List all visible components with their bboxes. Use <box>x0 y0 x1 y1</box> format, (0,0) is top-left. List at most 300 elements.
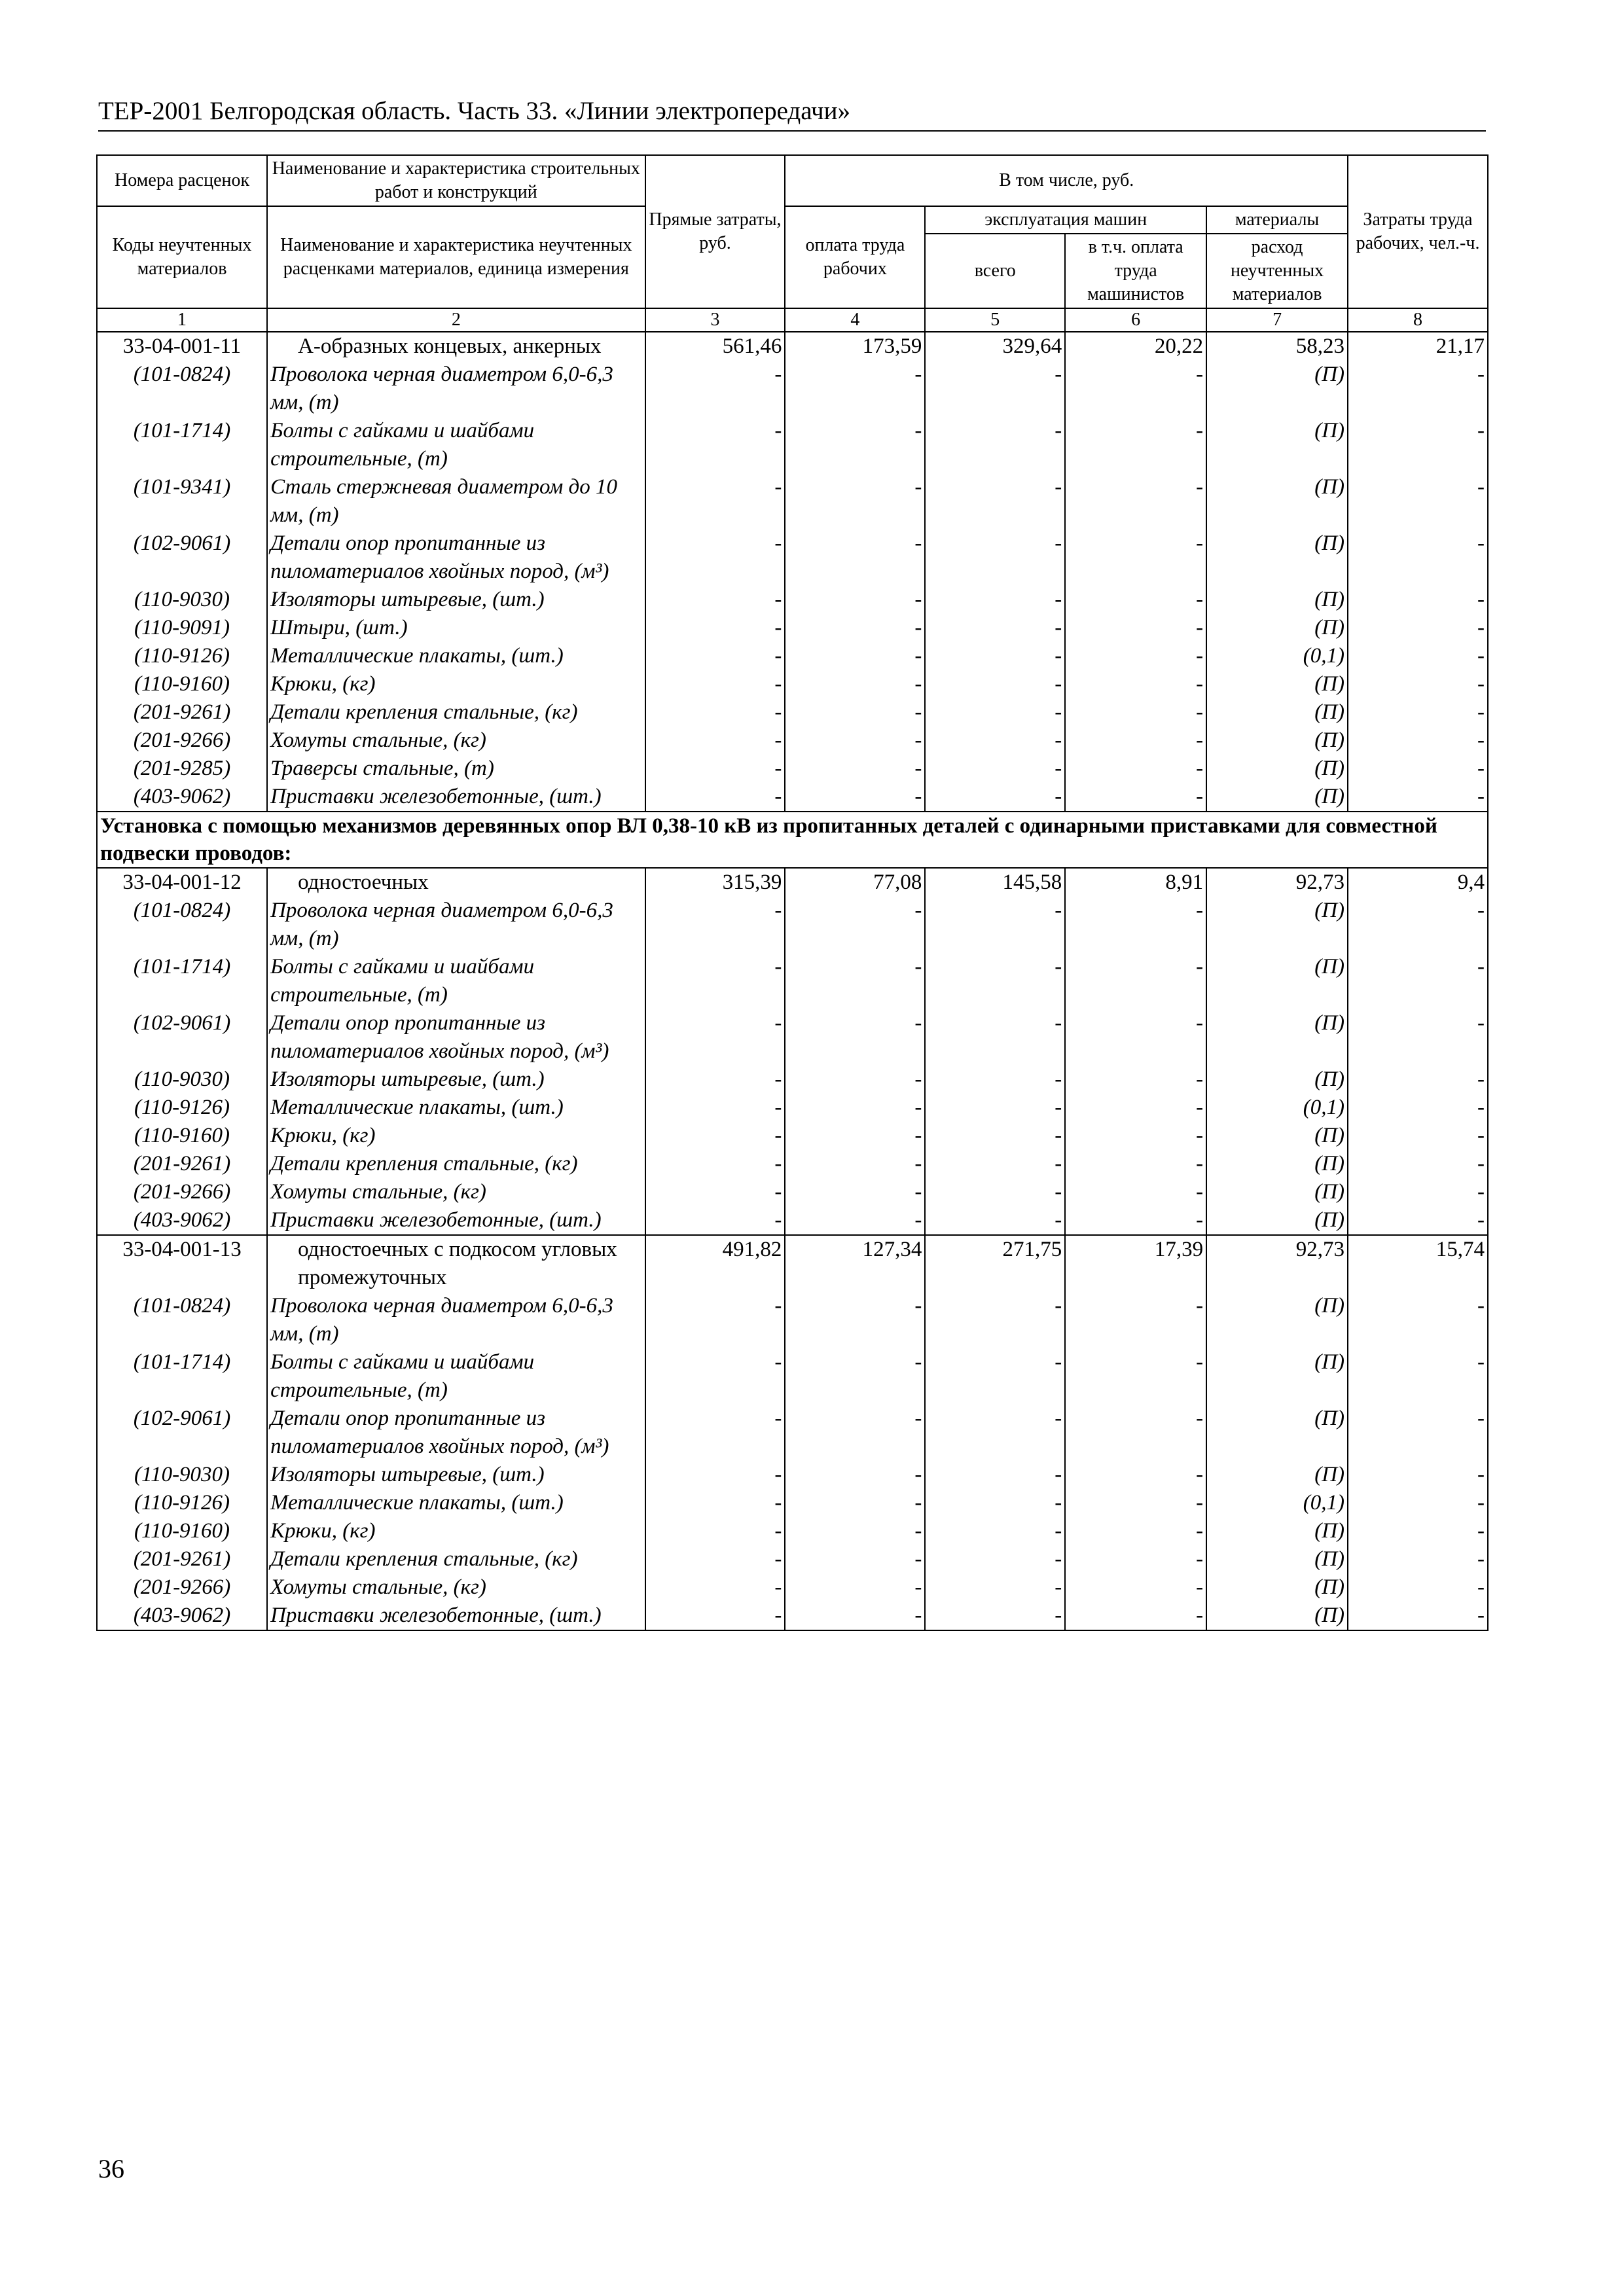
column-number: 6 <box>1065 308 1206 332</box>
worker-pay-dash: - <box>785 670 925 698</box>
header-labor-hours: Затраты труда рабочих, чел.-ч. <box>1348 155 1488 308</box>
worker-pay-dash: - <box>785 698 925 726</box>
labor-hours-dash: - <box>1348 642 1488 670</box>
material-name: Металлические плакаты, (шт.) <box>267 1489 645 1517</box>
worker-pay-dash: - <box>785 473 925 529</box>
material-code: (110-9030) <box>97 1066 267 1094</box>
machinist-pay: 20,22 <box>1065 332 1206 361</box>
machinist-pay-dash: - <box>1065 670 1206 698</box>
material-name: Детали крепления стальные, (кг) <box>267 698 645 726</box>
material-name: Болты с гайками и шайбами строительные, (т) <box>267 953 645 1009</box>
machinist-pay-dash: - <box>1065 726 1206 755</box>
labor-hours-dash: - <box>1348 1348 1488 1405</box>
machine-total-dash: - <box>925 1573 1065 1602</box>
table-header <box>97 155 1488 332</box>
material-consumption: (П) <box>1206 1292 1348 1348</box>
material-code: (201-9266) <box>97 1573 267 1602</box>
labor-hours-dash: - <box>1348 698 1488 726</box>
material-row <box>97 1122 1488 1150</box>
labor-hours: 21,17 <box>1348 332 1488 361</box>
section-title-row <box>97 812 1488 868</box>
direct-costs-dash: - <box>645 1292 785 1348</box>
material-code: (101-0824) <box>97 897 267 953</box>
labor-hours-dash: - <box>1348 1573 1488 1602</box>
material-code: (403-9062) <box>97 1602 267 1630</box>
material-code: (101-1714) <box>97 417 267 473</box>
material-consumption: (П) <box>1206 1348 1348 1405</box>
machinist-pay-dash: - <box>1065 642 1206 670</box>
material-row <box>97 670 1488 698</box>
material-row <box>97 1292 1488 1348</box>
material-name: Хомуты стальные, (кг) <box>267 1178 645 1206</box>
material-row <box>97 783 1488 812</box>
worker-pay-dash: - <box>785 953 925 1009</box>
column-number: 3 <box>645 308 785 332</box>
worker-pay-dash: - <box>785 1292 925 1348</box>
labor-hours-dash: - <box>1348 1461 1488 1489</box>
machine-total-dash: - <box>925 1489 1065 1517</box>
material-name: Крюки, (кг) <box>267 1122 645 1150</box>
material-code: (102-9061) <box>97 1009 267 1066</box>
machinist-pay-dash: - <box>1065 1405 1206 1461</box>
machinist-pay-dash: - <box>1065 698 1206 726</box>
rate-code: 33-04-001-13 <box>97 1235 267 1292</box>
worker-pay-dash: - <box>785 1405 925 1461</box>
machine-total: 145,58 <box>925 868 1065 897</box>
material-consumption: (П) <box>1206 1517 1348 1545</box>
material-name: Приставки железобетонные, (шт.) <box>267 1206 645 1235</box>
material-name: Хомуты стальные, (кг) <box>267 726 645 755</box>
table-body <box>97 332 1488 1630</box>
header-direct-costs: Прямые затраты, руб. <box>645 155 785 308</box>
machine-total-dash: - <box>925 473 1065 529</box>
worker-pay-dash: - <box>785 642 925 670</box>
direct-costs-dash: - <box>645 1573 785 1602</box>
worker-pay-dash: - <box>785 1545 925 1573</box>
material-row <box>97 1009 1488 1066</box>
machinist-pay-dash: - <box>1065 1178 1206 1206</box>
machinist-pay-dash: - <box>1065 1517 1206 1545</box>
material-row <box>97 1348 1488 1405</box>
direct-costs: 561,46 <box>645 332 785 361</box>
work-name: А-образных концевых, анкерных <box>267 332 645 361</box>
worker-pay-dash: - <box>785 1066 925 1094</box>
labor-hours-dash: - <box>1348 614 1488 642</box>
labor-hours-dash: - <box>1348 1489 1488 1517</box>
material-name: Проволока черная диаметром 6,0-6,3 мм, (т) <box>267 1292 645 1348</box>
material-consumption: (П) <box>1206 953 1348 1009</box>
machinist-pay-dash: - <box>1065 1066 1206 1094</box>
machinist-pay-dash: - <box>1065 417 1206 473</box>
machinist-pay-dash: - <box>1065 1545 1206 1573</box>
material-code: (201-9261) <box>97 1150 267 1178</box>
machine-total-dash: - <box>925 698 1065 726</box>
work-name: одностоечных с подкосом угловых промежуточных <box>267 1235 645 1292</box>
machine-total-dash: - <box>925 1206 1065 1235</box>
material-consumption: (П) <box>1206 361 1348 417</box>
worker-pay-dash: - <box>785 1602 925 1630</box>
direct-costs-dash: - <box>645 698 785 726</box>
material-consumption: (0,1) <box>1206 1489 1348 1517</box>
material-row <box>97 1206 1488 1235</box>
material-name: Детали опор пропитанные из пиломатериалов хвойных пород, (м³) <box>267 1009 645 1066</box>
worker-pay-dash: - <box>785 1094 925 1122</box>
machine-total-dash: - <box>925 1461 1065 1489</box>
material-name: Детали крепления стальные, (кг) <box>267 1150 645 1178</box>
machine-total-dash: - <box>925 1292 1065 1348</box>
material-consumption: (П) <box>1206 1150 1348 1178</box>
section-title: Установка с помощью механизмов деревянных опор ВЛ 0,38-10 кВ из пропитанных деталей с одинарными приставками для совместной подвески проводов: <box>97 812 1488 868</box>
worker-pay-dash: - <box>785 783 925 812</box>
labor-hours-dash: - <box>1348 529 1488 586</box>
direct-costs-dash: - <box>645 642 785 670</box>
machinist-pay-dash: - <box>1065 1602 1206 1630</box>
material-name: Детали опор пропитанные из пиломатериалов хвойных пород, (м³) <box>267 1405 645 1461</box>
machine-total-dash: - <box>925 1094 1065 1122</box>
machinist-pay-dash: - <box>1065 1461 1206 1489</box>
machinist-pay-dash: - <box>1065 1009 1206 1066</box>
machine-total-dash: - <box>925 1348 1065 1405</box>
material-row <box>97 614 1488 642</box>
material-consumption: (П) <box>1206 1545 1348 1573</box>
machinist-pay-dash: - <box>1065 614 1206 642</box>
machine-total-dash: - <box>925 783 1065 812</box>
labor-hours-dash: - <box>1348 1178 1488 1206</box>
direct-costs-dash: - <box>645 670 785 698</box>
labor-hours-dash: - <box>1348 1206 1488 1235</box>
direct-costs-dash: - <box>645 1489 785 1517</box>
worker-pay-dash: - <box>785 755 925 783</box>
material-code: (201-9285) <box>97 755 267 783</box>
machinist-pay-dash: - <box>1065 1122 1206 1150</box>
header-machine-operation: эксплуатация машин <box>925 206 1206 234</box>
worker-pay-dash: - <box>785 1178 925 1206</box>
material-consumption: (П) <box>1206 614 1348 642</box>
material-code: (101-0824) <box>97 1292 267 1348</box>
direct-costs-dash: - <box>645 586 785 614</box>
material-name: Штыри, (шт.) <box>267 614 645 642</box>
machine-total-dash: - <box>925 614 1065 642</box>
material-row <box>97 1066 1488 1094</box>
material-row <box>97 1545 1488 1573</box>
rate-row <box>97 332 1488 361</box>
header-machinist-pay: в т.ч. оплата труда машинистов <box>1065 234 1206 308</box>
worker-pay-dash: - <box>785 1009 925 1066</box>
material-consumption: (П) <box>1206 1405 1348 1461</box>
direct-costs-dash: - <box>645 953 785 1009</box>
material-consumption: (П) <box>1206 1122 1348 1150</box>
header-materials: материалы <box>1206 206 1348 234</box>
material-row <box>97 897 1488 953</box>
material-code: (110-9126) <box>97 1094 267 1122</box>
direct-costs-dash: - <box>645 473 785 529</box>
material-name: Металлические плакаты, (шт.) <box>267 1094 645 1122</box>
labor-hours-dash: - <box>1348 1517 1488 1545</box>
column-number: 7 <box>1206 308 1348 332</box>
machine-total-dash: - <box>925 529 1065 586</box>
column-number: 1 <box>97 308 267 332</box>
worker-pay-dash: - <box>785 586 925 614</box>
material-code: (201-9266) <box>97 726 267 755</box>
material-row <box>97 698 1488 726</box>
rate-code: 33-04-001-12 <box>97 868 267 897</box>
material-code: (110-9091) <box>97 614 267 642</box>
labor-hours-dash: - <box>1348 1150 1488 1178</box>
direct-costs-dash: - <box>645 1178 785 1206</box>
material-consumption: (П) <box>1206 586 1348 614</box>
labor-hours-dash: - <box>1348 897 1488 953</box>
worker-pay-dash: - <box>785 1489 925 1517</box>
material-code: (201-9266) <box>97 1178 267 1206</box>
direct-costs-dash: - <box>645 1545 785 1573</box>
labor-hours-dash: - <box>1348 1545 1488 1573</box>
worker-pay-dash: - <box>785 1573 925 1602</box>
column-number: 2 <box>267 308 645 332</box>
material-row <box>97 1178 1488 1206</box>
machine-total-dash: - <box>925 1150 1065 1178</box>
direct-costs-dash: - <box>645 1461 785 1489</box>
material-row <box>97 642 1488 670</box>
material-code: (403-9062) <box>97 783 267 812</box>
material-row <box>97 1405 1488 1461</box>
direct-costs-dash: - <box>645 417 785 473</box>
direct-costs-dash: - <box>645 529 785 586</box>
direct-costs-dash: - <box>645 1150 785 1178</box>
labor-hours-dash: - <box>1348 726 1488 755</box>
labor-hours-dash: - <box>1348 953 1488 1009</box>
material-row <box>97 1573 1488 1602</box>
material-row <box>97 1461 1488 1489</box>
direct-costs-dash: - <box>645 783 785 812</box>
material-consumption: (П) <box>1206 783 1348 812</box>
material-name: Изоляторы штыревые, (шт.) <box>267 1066 645 1094</box>
material-consumption: (П) <box>1206 1178 1348 1206</box>
machine-total-dash: - <box>925 1517 1065 1545</box>
machinist-pay-dash: - <box>1065 953 1206 1009</box>
worker-pay-dash: - <box>785 1206 925 1235</box>
labor-hours-dash: - <box>1348 586 1488 614</box>
header-including: В том числе, руб. <box>785 155 1348 206</box>
materials-cost: 92,73 <box>1206 1235 1348 1292</box>
labor-hours: 15,74 <box>1348 1235 1488 1292</box>
material-name: Проволока черная диаметром 6,0-6,3 мм, (т) <box>267 361 645 417</box>
material-name: Металлические плакаты, (шт.) <box>267 642 645 670</box>
labor-hours-dash: - <box>1348 1009 1488 1066</box>
material-row <box>97 586 1488 614</box>
direct-costs-dash: - <box>645 614 785 642</box>
direct-costs-dash: - <box>645 1405 785 1461</box>
material-row <box>97 361 1488 417</box>
material-row <box>97 953 1488 1009</box>
material-consumption: (0,1) <box>1206 642 1348 670</box>
material-code: (101-1714) <box>97 953 267 1009</box>
material-consumption: (П) <box>1206 473 1348 529</box>
material-name: Детали опор пропитанные из пиломатериалов хвойных пород, (м³) <box>267 529 645 586</box>
worker-pay: 77,08 <box>785 868 925 897</box>
direct-costs-dash: - <box>645 1094 785 1122</box>
material-code: (101-9341) <box>97 473 267 529</box>
direct-costs: 315,39 <box>645 868 785 897</box>
rate-row <box>97 1235 1488 1292</box>
labor-hours-dash: - <box>1348 1292 1488 1348</box>
material-name: Болты с гайками и шайбами строительные, (т) <box>267 1348 645 1405</box>
material-name: Изоляторы штыревые, (шт.) <box>267 586 645 614</box>
machinist-pay-dash: - <box>1065 755 1206 783</box>
machine-total-dash: - <box>925 1066 1065 1094</box>
worker-pay-dash: - <box>785 897 925 953</box>
header-work-name: Наименование и характеристика строительных работ и конструкций <box>267 155 645 206</box>
material-name: Болты с гайками и шайбами строительные, (т) <box>267 417 645 473</box>
material-row <box>97 417 1488 473</box>
machine-total-dash: - <box>925 1009 1065 1066</box>
material-consumption: (П) <box>1206 1461 1348 1489</box>
worker-pay-dash: - <box>785 1348 925 1405</box>
material-consumption: (0,1) <box>1206 1094 1348 1122</box>
direct-costs-dash: - <box>645 1348 785 1405</box>
machine-total-dash: - <box>925 586 1065 614</box>
material-consumption: (П) <box>1206 698 1348 726</box>
material-row <box>97 473 1488 529</box>
rate-row <box>97 868 1488 897</box>
worker-pay-dash: - <box>785 529 925 586</box>
machine-total-dash: - <box>925 897 1065 953</box>
header-machine-total: всего <box>925 234 1065 308</box>
worker-pay-dash: - <box>785 726 925 755</box>
material-name: Сталь стержневая диаметром до 10 мм, (т) <box>267 473 645 529</box>
rate-code: 33-04-001-11 <box>97 332 267 361</box>
machinist-pay-dash: - <box>1065 529 1206 586</box>
direct-costs-dash: - <box>645 1602 785 1630</box>
machinist-pay-dash: - <box>1065 361 1206 417</box>
machine-total-dash: - <box>925 361 1065 417</box>
material-code: (201-9261) <box>97 698 267 726</box>
direct-costs-dash: - <box>645 1009 785 1066</box>
material-consumption: (П) <box>1206 755 1348 783</box>
machine-total-dash: - <box>925 1122 1065 1150</box>
direct-costs-dash: - <box>645 897 785 953</box>
machinist-pay-dash: - <box>1065 1573 1206 1602</box>
labor-hours-dash: - <box>1348 783 1488 812</box>
labor-hours-dash: - <box>1348 473 1488 529</box>
direct-costs-dash: - <box>645 1066 785 1094</box>
header-rate-numbers: Номера расценок <box>97 155 267 206</box>
column-number: 4 <box>785 308 925 332</box>
material-row <box>97 755 1488 783</box>
material-consumption: (П) <box>1206 726 1348 755</box>
labor-hours-dash: - <box>1348 670 1488 698</box>
column-number: 8 <box>1348 308 1488 332</box>
material-name: Крюки, (кг) <box>267 1517 645 1545</box>
material-name: Траверсы стальные, (т) <box>267 755 645 783</box>
material-row <box>97 1489 1488 1517</box>
material-row <box>97 726 1488 755</box>
worker-pay-dash: - <box>785 1517 925 1545</box>
material-row <box>97 1517 1488 1545</box>
material-name: Крюки, (кг) <box>267 670 645 698</box>
material-consumption: (П) <box>1206 529 1348 586</box>
worker-pay-dash: - <box>785 1122 925 1150</box>
work-name: одностоечных <box>267 868 645 897</box>
material-code: (110-9126) <box>97 642 267 670</box>
labor-hours-dash: - <box>1348 1602 1488 1630</box>
direct-costs-dash: - <box>645 361 785 417</box>
machinist-pay-dash: - <box>1065 1292 1206 1348</box>
header-worker-pay: оплата труда рабочих <box>785 206 925 308</box>
material-consumption: (П) <box>1206 670 1348 698</box>
machine-total-dash: - <box>925 642 1065 670</box>
machine-total-dash: - <box>925 1178 1065 1206</box>
machinist-pay-dash: - <box>1065 586 1206 614</box>
machine-total-dash: - <box>925 1405 1065 1461</box>
labor-hours-dash: - <box>1348 1122 1488 1150</box>
materials-cost: 92,73 <box>1206 868 1348 897</box>
material-row <box>97 1150 1488 1178</box>
material-consumption: (П) <box>1206 1206 1348 1235</box>
material-code: (102-9061) <box>97 529 267 586</box>
material-name: Хомуты стальные, (кг) <box>267 1573 645 1602</box>
material-code: (110-9126) <box>97 1489 267 1517</box>
material-code: (110-9160) <box>97 670 267 698</box>
worker-pay: 173,59 <box>785 332 925 361</box>
header-material-name: Наименование и характеристика неучтенных расценками материалов, единица измерения <box>267 206 645 308</box>
column-number: 5 <box>925 308 1065 332</box>
material-consumption: (П) <box>1206 417 1348 473</box>
material-consumption: (П) <box>1206 897 1348 953</box>
machinist-pay: 8,91 <box>1065 868 1206 897</box>
direct-costs-dash: - <box>645 1122 785 1150</box>
machine-total-dash: - <box>925 726 1065 755</box>
direct-costs: 491,82 <box>645 1235 785 1292</box>
page-header: ТЕР-2001 Белгородская область. Часть 33. «Линии электропередачи» <box>98 95 1486 132</box>
material-code: (110-9160) <box>97 1122 267 1150</box>
page-number: 36 <box>98 2154 124 2183</box>
material-row <box>97 529 1488 586</box>
worker-pay-dash: - <box>785 1461 925 1489</box>
machine-total: 271,75 <box>925 1235 1065 1292</box>
material-name: Приставки железобетонные, (шт.) <box>267 1602 645 1630</box>
machine-total-dash: - <box>925 1545 1065 1573</box>
machinist-pay-dash: - <box>1065 783 1206 812</box>
material-code: (110-9030) <box>97 1461 267 1489</box>
labor-hours: 9,4 <box>1348 868 1488 897</box>
machinist-pay-dash: - <box>1065 1150 1206 1178</box>
worker-pay: 127,34 <box>785 1235 925 1292</box>
materials-cost: 58,23 <box>1206 332 1348 361</box>
material-code: (403-9062) <box>97 1206 267 1235</box>
machine-total-dash: - <box>925 953 1065 1009</box>
material-consumption: (П) <box>1206 1009 1348 1066</box>
machine-total: 329,64 <box>925 332 1065 361</box>
machinist-pay-dash: - <box>1065 473 1206 529</box>
header-material-consumption: расход неучтенных материалов <box>1206 234 1348 308</box>
direct-costs-dash: - <box>645 1206 785 1235</box>
worker-pay-dash: - <box>785 361 925 417</box>
worker-pay-dash: - <box>785 1150 925 1178</box>
direct-costs-dash: - <box>645 755 785 783</box>
labor-hours-dash: - <box>1348 1405 1488 1461</box>
material-code: (101-1714) <box>97 1348 267 1405</box>
material-row <box>97 1602 1488 1630</box>
machinist-pay-dash: - <box>1065 897 1206 953</box>
machinist-pay-dash: - <box>1065 1489 1206 1517</box>
rates-table <box>96 154 1489 1631</box>
material-name: Проволока черная диаметром 6,0-6,3 мм, (т) <box>267 897 645 953</box>
material-consumption: (П) <box>1206 1066 1348 1094</box>
labor-hours-dash: - <box>1348 361 1488 417</box>
machine-total-dash: - <box>925 755 1065 783</box>
material-code: (110-9030) <box>97 586 267 614</box>
machinist-pay-dash: - <box>1065 1206 1206 1235</box>
